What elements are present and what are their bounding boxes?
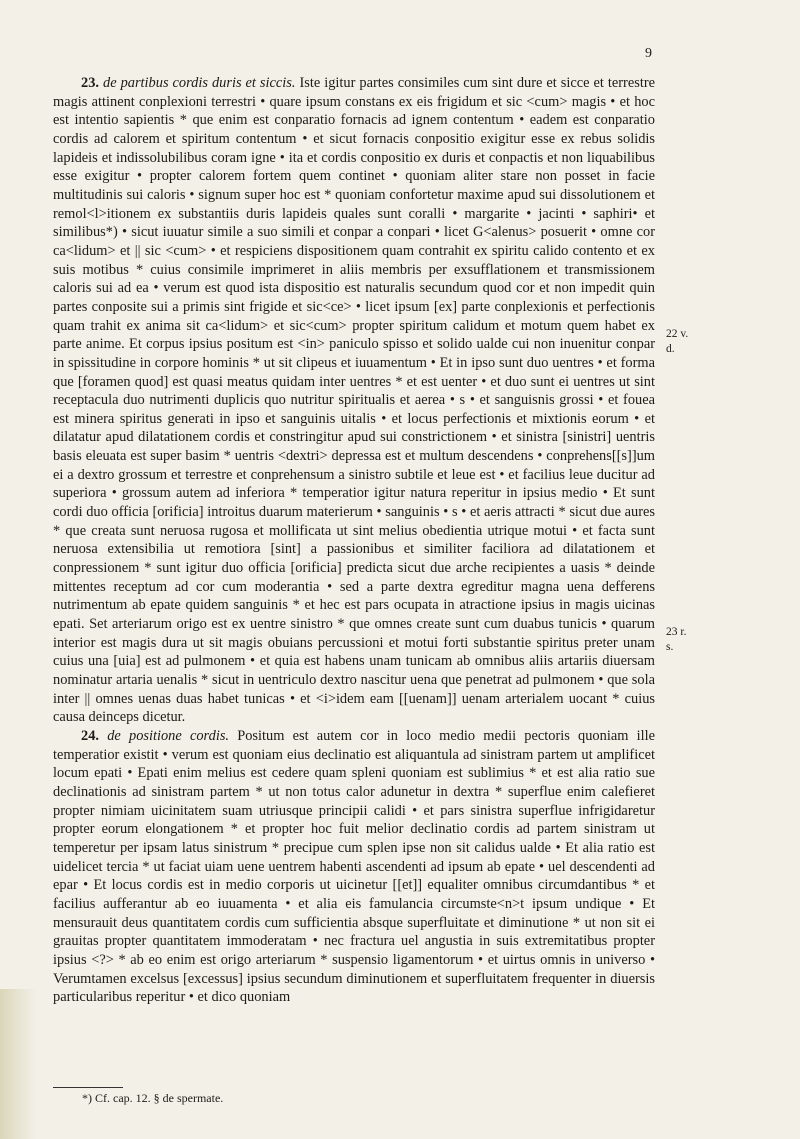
section-number: 23. — [81, 75, 99, 91]
section-body: Positum est autem cor in loco medio medii pectoris quoniam ille temperatior existit • verum est quoniam eius declinatio est aliquantula ad sinistram partem ut amplificet locum epati • Epati enim melius est cedere quam spleni quoniam est sublimius * et est alia ratio sue declinationis ad sinistram partem * ut non totus calor adunetur in dextra * superflue enim calefieret propter nimiam uicinitatem suam utriusque principii calidi • et pars sinistra superflue infrigidaretur propter eorum elongationem * et propter hoc fuit melior declinatio cordis ad partem sinistram ut temperetur per ipsam latus sinistrum * precipue cum splen ipse non sit calidus ualde • Et alia ratio est uidelicet tercia * ut faciat uiam uene uentrem habenti ascendenti ad ipsum ab epate • uel descendenti ad epar • Et locus cordis est in medio corporis ut uicinetur [[et]] equaliter omnibus circumdantibus * et facilius aufferantur ab eo iuuamenta • et alia eis famulancia circumste<n>t ipsum undique • Et mensurauit deus quantitatem cordis cum sufficientia absque superfluitate et diminutione * ut non sit ei grauitas propter quantitatem immoderatam • nec fractura uel angustia in suis extremitatibus propter ipsius <?> * ab eo enim est origo arteriarum * suspensio ligamentorum • et uirtus omnis in universo • Verumtamen excelsus [excessus] ipsius secundum diminutionem et superfluitatem frequenter in diuersis particularibus reperitur • et dico quoniam — [53, 727, 655, 1006]
main-text — [53, 74, 655, 1007]
section-23 — [53, 74, 655, 727]
margin-note-folio: 22 v. d. — [666, 328, 689, 355]
page-number: 9 — [645, 46, 652, 61]
section-body: Iste igitur partes consimiles cum sint dure et sicce et terrestre magis attinent conplexioni terrestri • quare ipsum constans ex eis frigidum et sic <cum> magis • et hoc est intentio sapientis * que enim est conparatio fornacis ad ignem contentum • eadem est conparatio cordis ad calorem et spiritum contentum • et sicut fornacis conpositio exigitur esse ex rebus solidis lapideis et indissolubilibus coram igne • ita et cordis conpositio ex duris et conpactis et non liquabilibus esse exigitur • propter calorem fortem quem continet • quoniam aliter stare non posset in facie multitudinis sui caloris • signum super hoc est * quoniam confortetur maxime apud sui dissolutionem et remol<l>itionem ex substantiis duris lapideis quales sunt coralli • margarite • jacinti • saphiri• et similibus*) • sicut iuuatur simile a suo simili et conpar a conpari • licet G<alenus> posuerit • omne cor ca<lidum> et || sic <cum> • et respiciens dispositionem quam contrahit ex spiritu calido contento et ex suis motibus * cuius consimile imprimeret in aliis membris per exsufflationem et transmissionem caloris sui ad ea • verum est quod ista dispositio est naturalis secundum quod cor et non impedit quin partes conposite sui a primis sint frigide et sic<ce> • licet ipsum [ex] parte conplexionis et perfectionis quam trahit ex anima sit ca<lidum> et sic<cum> propter spiritum calidum et motum quem habet ex parte anime. Et corpus ipsius positum est <in> paniculo spisso et solido ualde cui non inuenitur conpar in spissitudine in corpore hominis * ut sit clipeus et iuuamentum • Et in ipso sunt duo uentres • et forma que [foramen quod] est quasi meatus quidam inter uentres * et est uenter • et duo sunt ei uentres ut sint receptacula duo nutrimenti duplicis quo nutritur spiritualis et aerea • s • et sanguisnis grossi • et fouea est minera spiritus generati in ipso et sanguinis uitalis • et locus perfectionis et mixtionis eorum • et dilatatur apud dilatationem cordis et constringitur apud sui constrictionem • et sinistra [sinistri] uentris basis eleuata est super basim * uentris <dextri> depressa est et multum descendens • conprehens[[s]]um ei a dextro grossum et terrestre et conprehensum a sinistro subtile et leue est • et facilius leue ducitur ad superiora • grossum autem ad inferiora * temperatior igitur natura reperitur in ipsius medio • Et sunt cordi duo officia [orificia] introitus duarum materierum • sanguinis • s • et aeris attracti * sicut due aures * que creata sunt neruosa rugosa et mollificata ut sint melius obedientia utrique motui • et facta sunt neruosa extensibilia ut remotiora [sint] a passionibus et similiter faciliora ad dilatationem et conpressionem * sunt igitur duo officia [orificia] predicta sicut due arche recipientes a uasis * deinde mittentes receptum ad cor cum moderantia • sed a parte dextra egreditur magna uena defferens nutrimentum ab epate quidem sanguinis * et hec est pars ocupata in atractione ipsius in magis uicinas epati. Set arteriarum origo est ex uentre sinistro * que omnes create sunt cum duabus tunicis • quarum interior est magis dura ut sit magis obuians percussioni et motui forti substantie spiritus preter unam cuius una [uia] est ad pulmonem • et quia est habens unam tunicam ab omnibus aliis artariis diuersam nominatur artaria uenalis * sicut in uentriculo dextro nascitur uena que penetrat ad pulmonem • que sola inter || omnes uenas duas habet tunicas • et <i>idem eam [[uenam]] uenam arterialem uocant * cuius causa deinceps dicetur. — [53, 75, 655, 726]
section-title: de partibus cordis duris et siccis. — [103, 75, 296, 91]
section-24 — [53, 727, 655, 1007]
margin-note-folio: 23 r. s. — [666, 626, 687, 653]
page-edge-shade — [0, 989, 36, 1139]
footnote-divider — [53, 1087, 123, 1088]
section-number: 24. — [81, 727, 99, 744]
footnote: *) Cf. cap. 12. § de spermate. — [82, 1091, 224, 1105]
section-title: de positione cordis. — [107, 727, 230, 744]
